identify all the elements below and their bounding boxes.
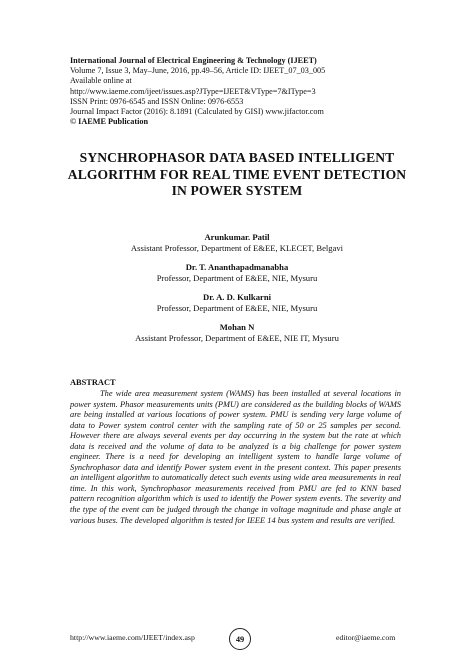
footer-url-link[interactable]: http://www.iaeme.com/IJEET/index.asp <box>70 633 195 642</box>
paper-title: SYNCHROPHASOR DATA BASED INTELLIGENT ALGORITHM FOR REAL TIME EVENT DETECTION IN POWER SYSTEM <box>67 150 407 199</box>
author-name: Arunkumar. Patil <box>204 232 270 242</box>
author-block <box>0 292 474 314</box>
journal-name: International Journal of Electrical Engineering & Technology (IJEET) <box>70 56 317 65</box>
page-number: 49 <box>229 628 251 650</box>
author-list <box>0 232 474 352</box>
journal-volume: Volume 7, Issue 3, May–June, 2016, pp.49–56, Article ID: IJEET_07_03_005 <box>70 66 326 76</box>
author-affiliation: Assistant Professor, Department of E&EE, NIE IT, Mysuru <box>135 333 339 343</box>
journal-impact: Journal Impact Factor (2016): 8.1891 (Calculated by GISI) www.jifactor.com <box>70 107 324 117</box>
journal-url[interactable]: http://www.iaeme.com/ijeet/issues.asp?JType=IJEET&VType=7&IType=3 <box>70 86 316 96</box>
author-name: Dr. T. Ananthapadmanabha <box>185 262 289 272</box>
journal-available: Available online at <box>70 76 132 86</box>
journal-issn: ISSN Print: 0976-6545 and ISSN Online: 0976-6553 <box>70 96 244 106</box>
abstract-section <box>70 377 401 526</box>
journal-header <box>70 56 410 127</box>
author-block <box>0 232 474 254</box>
author-affiliation: Professor, Department of E&EE, NIE, Mysuru <box>156 303 318 313</box>
author-block <box>0 262 474 284</box>
abstract-heading: ABSTRACT <box>70 378 116 387</box>
author-block <box>0 322 474 344</box>
journal-publisher: © IAEME Publication <box>70 117 148 127</box>
abstract-text: The wide area measurement system (WAMS) has been installed at several locations in power system. Phasor measurements units (PMU) are considered as the building blocks of WAMS are being installed at various locations of power system. PMU is sending very large volume of data to Power system control center with the sampling rate of 50 or 25 samples per second. However there are always several events per day occurring in the system but the rate at which data is received and the volume of data to be analyzed is a big challenge for power system engineer. There is a need for developing an intelligent system to handle large volume of Synchrophasor data and identify Power system event in the present context. This paper presents an intelligent algorithm to automatically detect such events using wide area measurements in real time. In this work, Synchrophasor measurements received from PMU are fed to KNN based pattern recognition algorithm which is used to identify the Power system events. The severity and the type of the event can be judged through the change in voltage magnitude and phase angle at various buses. The developed algorithm is tested for IEEE 14 bus system and results are verified. <box>70 389 401 525</box>
page-footer <box>0 628 474 652</box>
author-affiliation: Assistant Professor, Department of E&EE, KLECET, Belgavi <box>130 243 344 253</box>
author-name: Mohan N <box>219 322 255 332</box>
author-name: Dr. A. D. Kulkarni <box>203 292 271 302</box>
footer-email-link[interactable]: editor@iaeme.com <box>336 633 396 642</box>
author-affiliation: Professor, Department of E&EE, NIE, Mysuru <box>156 273 318 283</box>
